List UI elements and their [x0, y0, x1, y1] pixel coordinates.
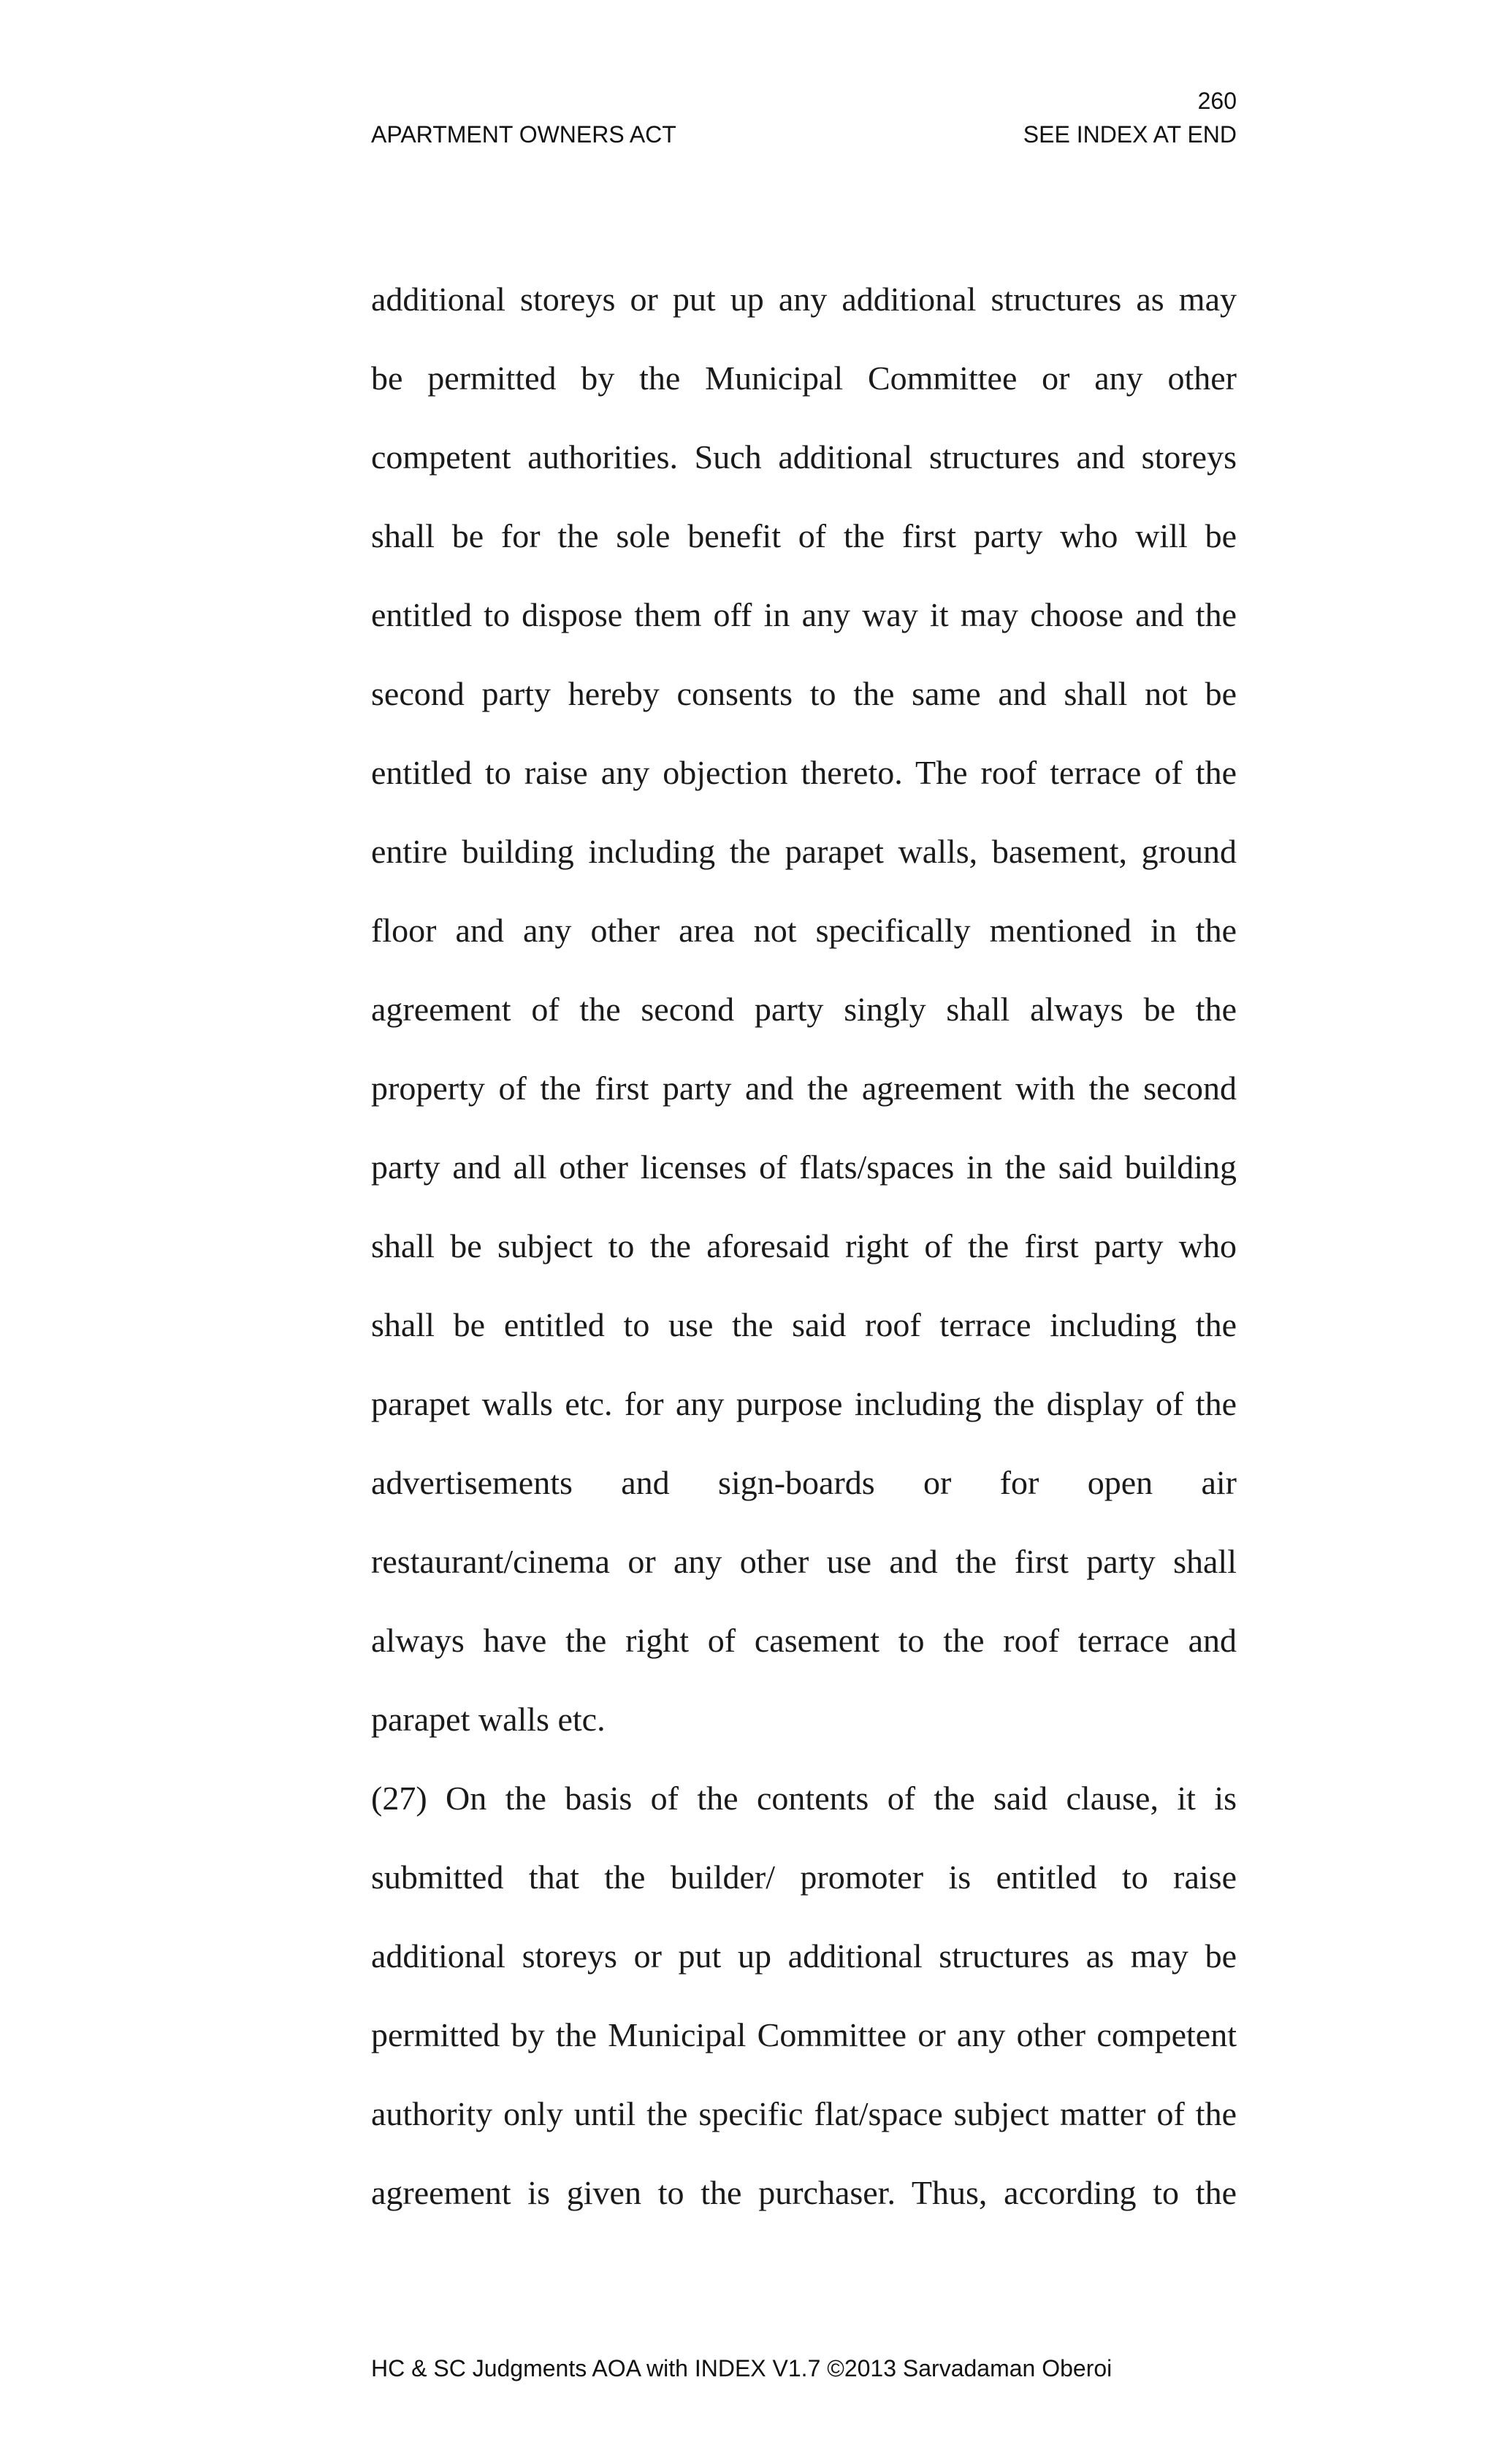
text-line: parapet walls etc. for any purpose including the display of the	[371, 1385, 1237, 1422]
body-text	[371, 260, 1237, 2232]
text-line: second party hereby consents to the same and shall not be	[371, 675, 1237, 712]
text-line: floor and any other area not specifically mentioned in the	[371, 912, 1237, 949]
text-line: be permitted by the Municipal Committee or any other	[371, 359, 1237, 397]
text-line: authority only until the specific flat/space subject matter of the	[371, 2095, 1237, 2132]
text-line: entire building including the parapet walls, basement, ground	[371, 833, 1237, 870]
text-line: submitted that the builder/ promoter is entitled to raise	[371, 1858, 1237, 1896]
text-line: entitled to dispose them off in any way it may choose and the	[371, 596, 1237, 633]
text-line: parapet walls etc.	[371, 1701, 606, 1738]
running-header	[371, 121, 1237, 148]
text-line: restaurant/cinema or any other use and the first party shall	[371, 1543, 1237, 1580]
page-number: 260	[1197, 88, 1237, 114]
text-line: (27) On the basis of the contents of the said clause, it is	[371, 1780, 1237, 1817]
text-line: always have the right of casement to the roof terrace and	[371, 1622, 1237, 1659]
header-title: APARTMENT OWNERS ACT	[371, 121, 676, 148]
text-line: additional storeys or put up additional structures as may be	[371, 1937, 1237, 1975]
text-line: permitted by the Municipal Committee or any other competent	[371, 2016, 1237, 2053]
text-line: advertisements and sign-boards or for open air	[371, 1464, 1237, 1501]
text-line: entitled to raise any objection thereto. The roof terrace of the	[371, 754, 1237, 791]
text-line: agreement is given to the purchaser. Thus, according to the	[371, 2174, 1237, 2211]
text-line: shall be for the sole benefit of the first party who will be	[371, 517, 1237, 554]
text-line: shall be entitled to use the said roof terrace including the	[371, 1306, 1237, 1343]
text-line: party and all other licenses of flats/spaces in the said building	[371, 1148, 1237, 1186]
text-line: agreement of the second party singly shall always be the	[371, 991, 1237, 1028]
text-line: additional storeys or put up any additional structures as may	[371, 281, 1237, 318]
text-line: competent authorities. Such additional structures and storeys	[371, 438, 1237, 476]
header-index-note: SEE INDEX AT END	[1023, 121, 1237, 148]
page-footer: HC & SC Judgments AOA with INDEX V1.7 ©2013 Sarvadaman Oberoi	[371, 2355, 1113, 2381]
text-line: property of the first party and the agreement with the second	[371, 1069, 1237, 1107]
text-line: shall be subject to the aforesaid right of the first party who	[371, 1227, 1237, 1265]
